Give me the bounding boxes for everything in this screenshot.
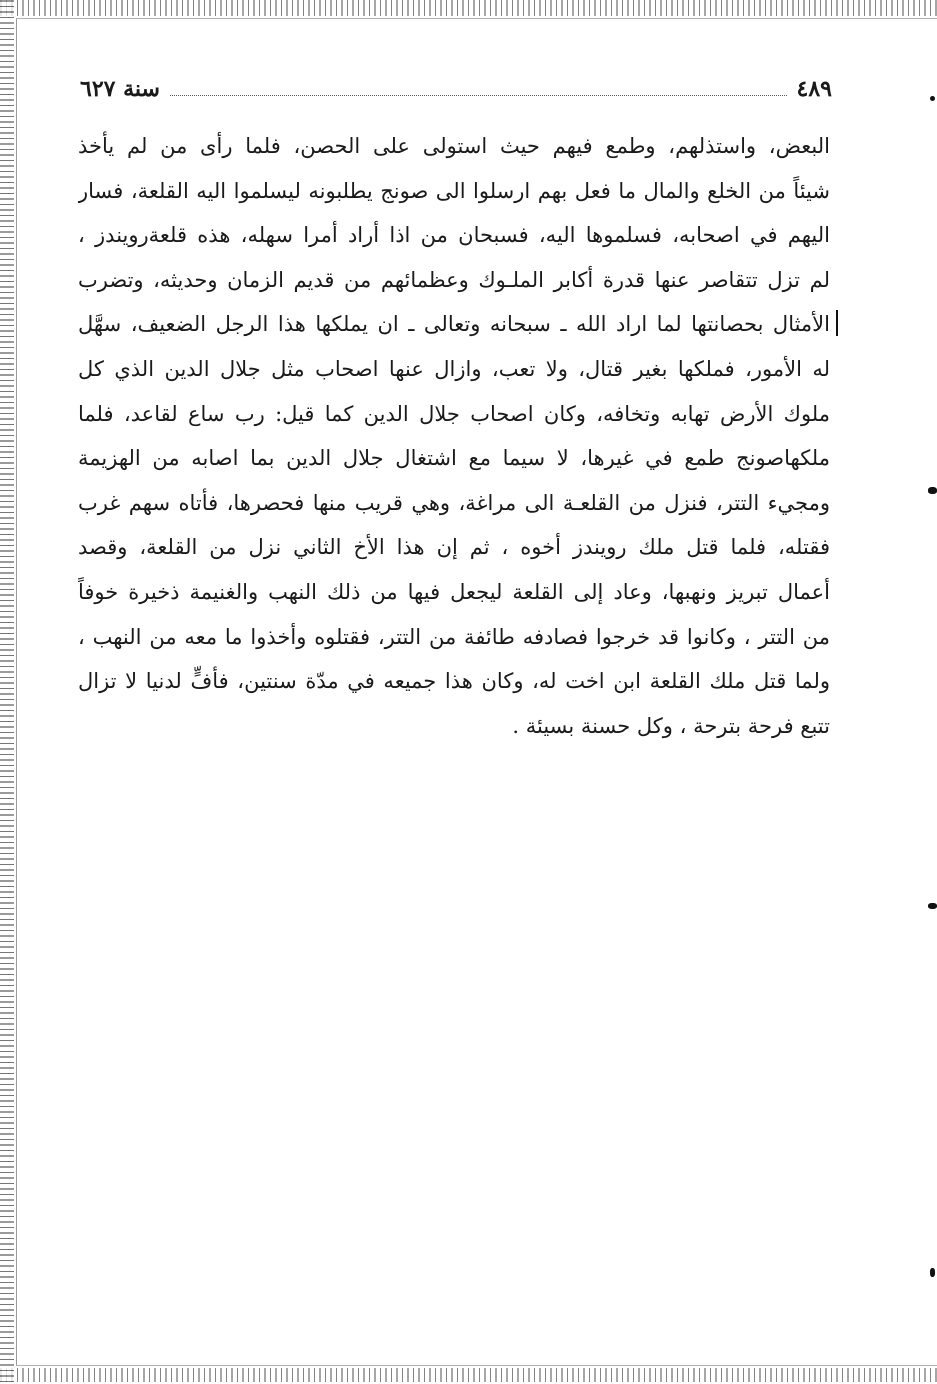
margin-dot-mark: [928, 487, 937, 494]
inner-frame-top: [16, 18, 937, 19]
text-line: ولما قتل ملك القلعة ابن اخت له، وكان هذا جميعه في مدّة سنتين، فأفٍّ لدنيا لا تزال: [78, 669, 830, 694]
text-line: البعض، واستذلهم، وطمع فيهم حيث استولى على الحصن، فلما رأى من لم يأخذ: [78, 134, 830, 158]
text-line: اليهم في اصحابه، فسلموها اليه، فسبحان من اذا أراد أمرا سهله، هذه قلعةرويندز ،: [78, 223, 830, 248]
top-decorative-border: [0, 0, 937, 16]
margin-bar-mark: [836, 310, 838, 336]
text-line: ملكهاصونج طمع في غيرها، لا سيما مع اشتغال جلال الدين بما اصابه من الهزيمة: [78, 446, 830, 471]
bottom-decorative-border: [0, 1368, 937, 1382]
inner-frame-bottom: [16, 1365, 937, 1366]
text-line: ومجيء التتر، فنزل من القلعـة الى مراغة، وهي قريب منها فحصرها، فأتاه سهم غرب: [78, 490, 830, 515]
text-line: أعمال تبريز ونهبها، وعاد إلى القلعة ليجعل فيها من ذلك النهب والغنيمة ذخيرة خوفاً: [78, 579, 830, 604]
text-line: له الأمور، فملكها بغير قتال، ولا تعب، وازال عنها اصحاب مثل جلال الدين الذي كل: [78, 356, 830, 381]
text-line: لم تزل تتقاصر عنها قدرة أكابر الملـوك وعظمائهم من قديم الزمان وحديثه، وتضرب: [78, 267, 830, 292]
page-header: [80, 72, 832, 106]
text-line: ملوك الأرض تهابه وتخافه، وكان اصحاب جلال الدين كما قيل: رب ساع لقاعد، فلما: [78, 401, 830, 426]
left-decorative-border: [0, 0, 14, 1384]
text-line: فقتله، فلما قتل ملك رويندز أخوه ، ثم إن هذا الأخ الثاني نزل من القلعة، وقصد: [78, 535, 830, 560]
body-text: [78, 124, 830, 748]
header-title: سنة ٦٢٧: [80, 76, 160, 102]
text-line: الأمثال بحصانتها لما اراد الله ـ سبحانه وتعالى ـ ان يملكها هذا الرجل الضعيف، سهَّل: [78, 312, 830, 337]
inner-frame-line: [16, 18, 17, 1366]
margin-dot-mark: [930, 1268, 935, 1277]
text-line: شيئاً من الخلع والمال ما فعل بهم ارسلوا الى صونج يطلبونه ليسلموا اليه القلعة، فسار: [78, 178, 830, 203]
margin-dot-mark: [930, 96, 935, 101]
margin-dot-mark: [928, 903, 937, 909]
header-dotted-leader: [170, 95, 787, 96]
text-line: من التتر ، وكانوا قد خرجوا فصادفه طائفة من التتر، فقتلوه وأخذوا ما معه من النهب ،: [78, 624, 830, 649]
page-number: ٤٨٩: [796, 76, 832, 102]
text-line: تتبع فرحة بترحة ، وكل حسنة بسيئة .: [512, 713, 830, 738]
